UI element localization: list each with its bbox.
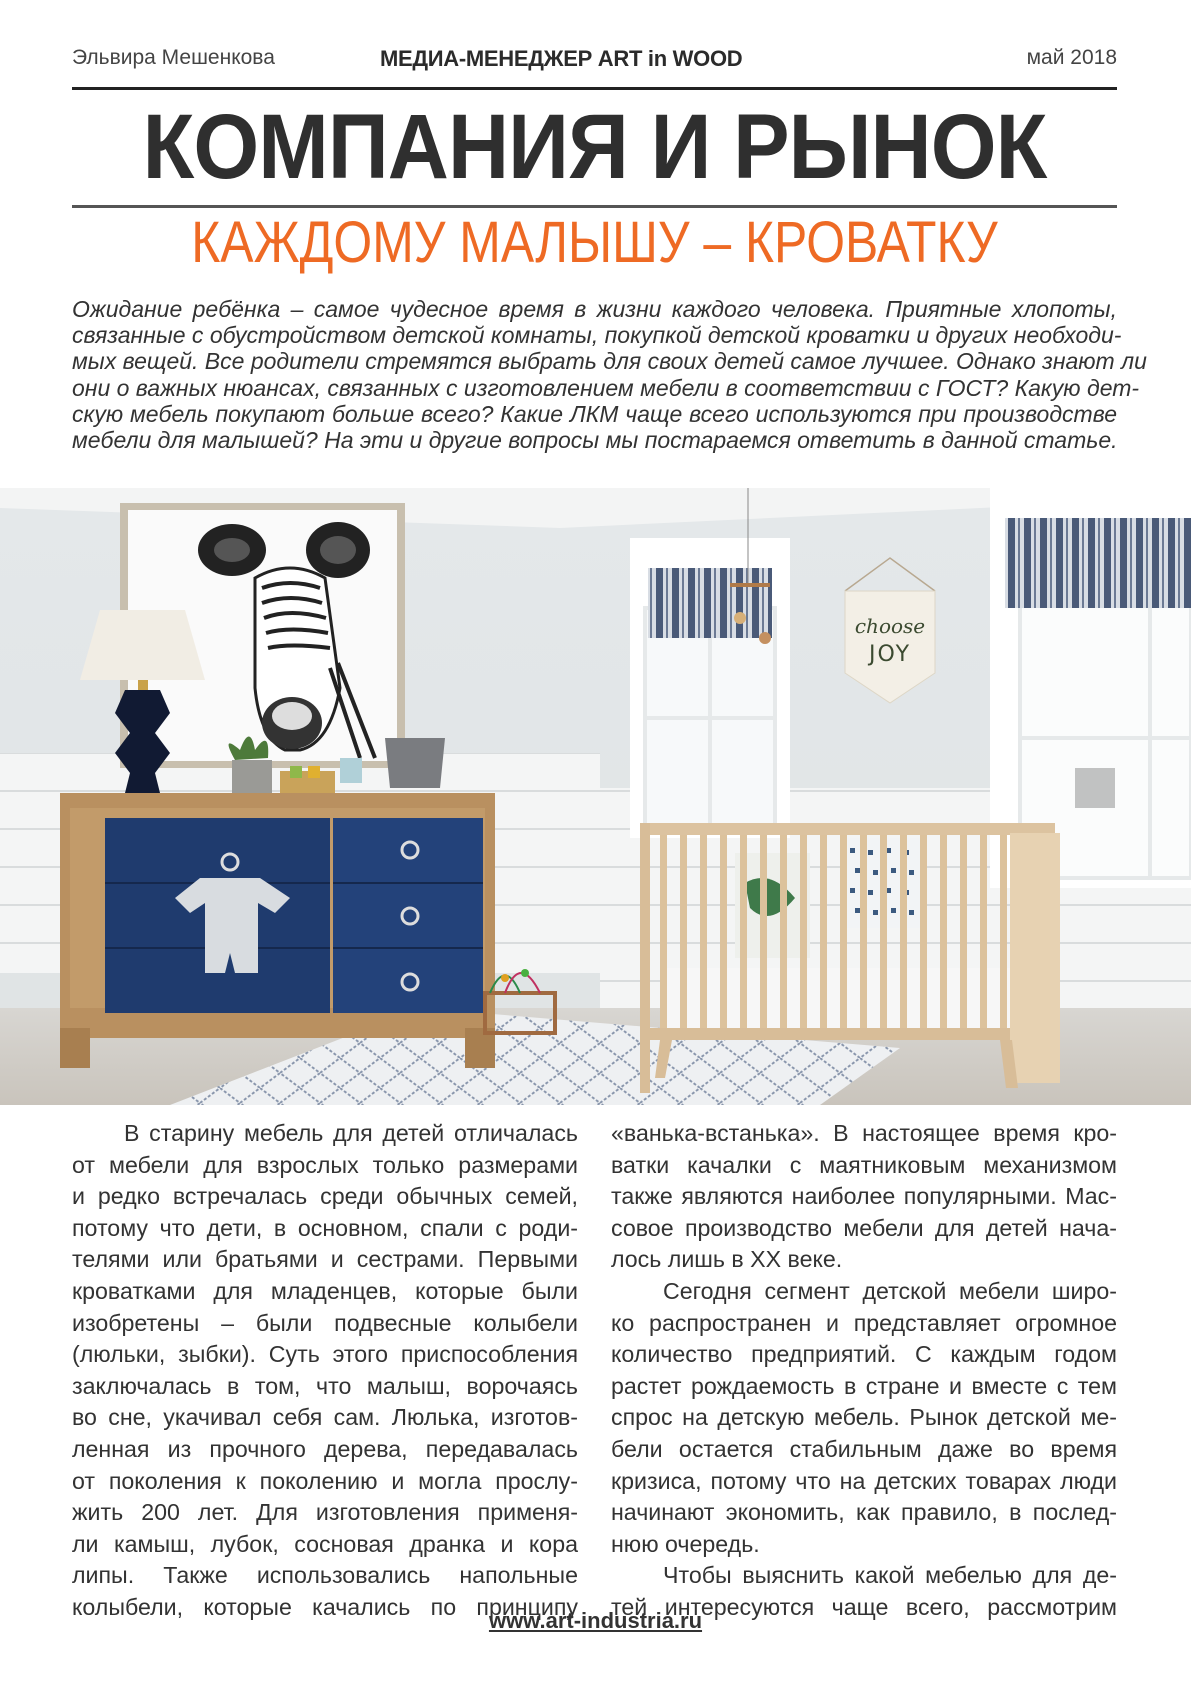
lead-line: связанные с обустройством детской комнаты, покупкой детской кроватки и других необходи- xyxy=(72,322,1122,349)
body-line: лось лишь в XX веке. xyxy=(611,1246,843,1273)
body-line: во сне, укачивал себя сам. Люлька, изготов- xyxy=(72,1404,578,1431)
lead-line: мебели для малышей? На эти и другие вопросы мы постараемся ответить в данной статье. xyxy=(72,427,1118,454)
footer xyxy=(0,1608,1191,1634)
body-line: совое производство мебели для детей нача- xyxy=(611,1214,1117,1241)
body-line: также являются наиболее популярными. Мас- xyxy=(611,1183,1117,1210)
nursery-illustration xyxy=(0,488,1191,1105)
body-line: начинают экономить, как правило, в послед- xyxy=(611,1499,1117,1526)
body-line: жить 200 лет. Для изготовления применя- xyxy=(72,1499,578,1526)
body-line: колыбели, которые качались по принципу xyxy=(72,1593,578,1620)
body-line: от поколения к поколению и могла прослу- xyxy=(72,1467,578,1494)
body-line: ватки качалки с маятниковым механизмом xyxy=(611,1151,1117,1178)
issue-date: май 2018 xyxy=(1026,46,1117,69)
body-line: ленная из прочного дерева, передавалась xyxy=(72,1435,578,1462)
header-rule-top xyxy=(72,87,1117,90)
dresser xyxy=(60,793,495,1068)
body-line: телями или братьями и сестрами. Первыми xyxy=(72,1246,578,1273)
body-line: заключалась в том, что малыш, ворочаясь xyxy=(72,1372,578,1399)
lead-line: Ожидание ребёнка – самое чудесное время в жизни каждого человека. Приятные хлопоты, xyxy=(72,296,1117,322)
lead-line: мых вещей. Все родители стремятся выбрать для своих детей самое лучшее. Однако знают ли xyxy=(72,348,1147,375)
body-line: липы. Также использовались напольные xyxy=(72,1562,578,1589)
body-line: Чтобы выяснить какой мебелью для де- xyxy=(663,1562,1117,1589)
author-position: МЕДИА-МЕНЕДЖЕР ART in WOOD xyxy=(380,46,743,71)
body-line: ли камыш, лубок, сосновая дранка и кора xyxy=(72,1530,578,1557)
body-line: В старину мебель для детей отличалась xyxy=(124,1120,578,1146)
website-link[interactable]: www.art-industria.ru xyxy=(488,1608,703,1633)
author-name: Эльвира Мешенкова xyxy=(72,46,275,69)
body-column-left xyxy=(72,1118,578,1624)
article-title: КАЖДОМУ МАЛЫШУ – КРОВАТКУ xyxy=(191,210,998,275)
body-line: потому что дети, в основном, спали с роди- xyxy=(72,1214,578,1241)
body-line: от мебели для взрослых только размерами xyxy=(72,1151,578,1178)
nursery-photo xyxy=(0,488,1191,1105)
body-line: количество предприятий. С каждым годом xyxy=(611,1341,1117,1368)
body-line: бели остается стабильным даже во время xyxy=(611,1435,1117,1462)
lead-paragraph xyxy=(72,296,1147,454)
section-title: КОМПАНИЯ И РЫНОК xyxy=(142,96,1047,198)
body-line: растет рождаемость в стране и вместе с тем xyxy=(611,1372,1117,1399)
lead-line: скую мебель покупают больше всего? Какие ЛКМ чаще всего используются при производстве xyxy=(72,400,1117,427)
lead-line: они о важных нюансах, связанных с изготовлением мебели в соответствии с ГОСТ? Какую дет- xyxy=(72,374,1140,401)
body-line: кризиса, потому что на детских товарах люди xyxy=(611,1467,1117,1494)
body-line: кроватками для младенцев, которые были xyxy=(72,1277,578,1304)
body-line: нюю очередь. xyxy=(611,1530,760,1557)
body-line: спрос на детскую мебель. Рынок детской ме- xyxy=(611,1404,1117,1431)
body-line: и редко встречалась среди обычных семей, xyxy=(72,1183,578,1210)
body-line: изобретены – были подвесные колыбели xyxy=(72,1309,578,1336)
body-line: (люльки, зыбки). Суть этого приспособления xyxy=(72,1341,578,1368)
body-line: Сегодня сегмент детской мебели широ- xyxy=(663,1277,1117,1304)
body-line: ко распространен и представляет огромное xyxy=(611,1309,1117,1336)
sign-text-joy: JOY xyxy=(868,642,912,667)
sign-text-choose: choose xyxy=(854,614,926,638)
body-line: «ванька-встанька». В настоящее время кро- xyxy=(611,1120,1117,1146)
body-column-right xyxy=(611,1118,1117,1624)
header-rule-bottom xyxy=(72,205,1117,208)
body-line: тей интересуются чаще всего, рассмотрим xyxy=(611,1593,1117,1620)
